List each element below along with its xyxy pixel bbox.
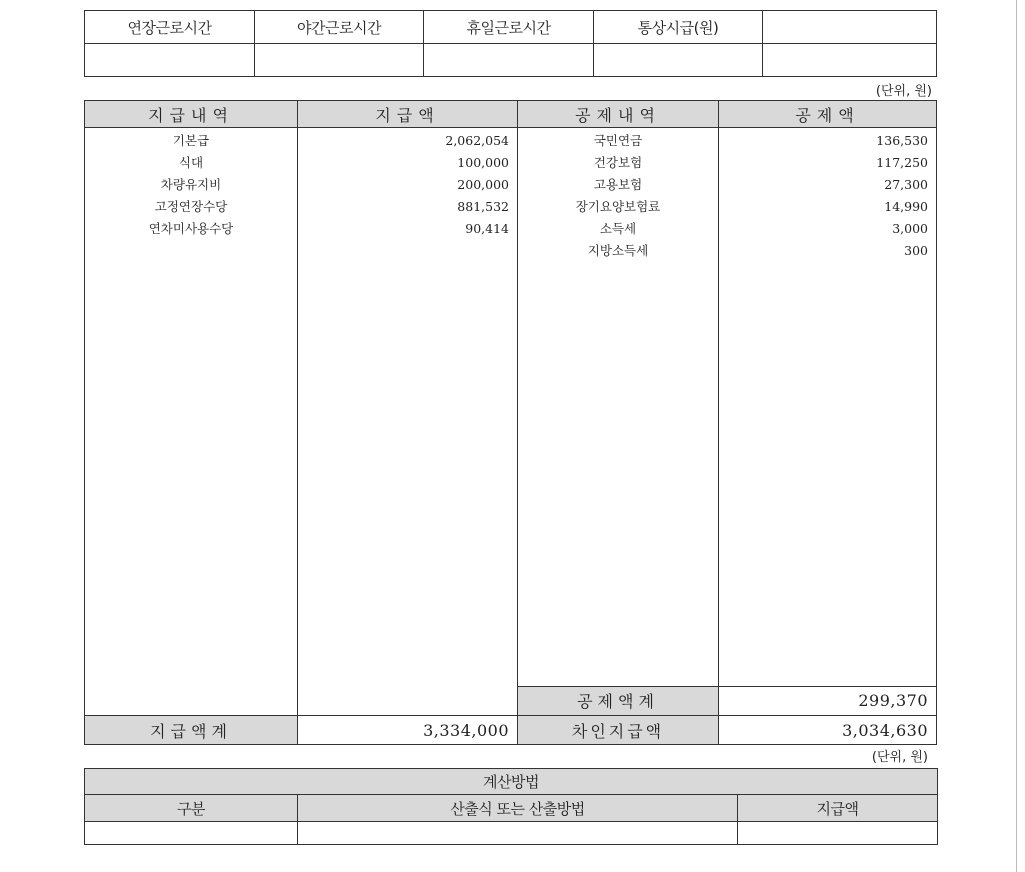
deduction-item-name: 건강보험 — [593, 155, 643, 170]
deduction-total-value: 299,370 — [719, 686, 937, 715]
deduction-item-name: 장기요양보험료 — [575, 199, 661, 214]
overtime-hours-header: 연장근로시간 — [85, 11, 255, 44]
formula-cell — [298, 822, 738, 845]
deduction-amount-column — [719, 128, 937, 687]
pay-item-amount: 881,532 — [457, 199, 509, 214]
method-empty-row — [85, 822, 938, 845]
deduction-item-amount: 117,250 — [876, 155, 928, 170]
formula-header: 산출식 또는 산출방법 — [298, 795, 738, 822]
pay-item-name: 고정연장수당 — [154, 199, 228, 214]
deduction-amount-header: 공제액 — [719, 101, 937, 128]
pay-total-row — [85, 716, 937, 745]
unit-label-bottom: (단위, 원) — [871, 750, 928, 765]
category-header: 구분 — [85, 795, 298, 822]
deduction-item-name: 국민연금 — [593, 133, 643, 148]
pay-amount-header: 지급액 — [298, 101, 518, 128]
hourly-wage-value — [594, 44, 763, 77]
deduction-total-label: 공제액계 — [518, 686, 719, 715]
pay-item-name: 식대 — [178, 155, 204, 170]
work-hours-value-row — [85, 44, 937, 77]
net-pay-value: 3,034,630 — [719, 716, 937, 745]
deduction-items-header: 공제내역 — [518, 101, 719, 128]
pay-item-amount: 90,414 — [465, 221, 509, 236]
blank-value — [763, 44, 937, 77]
deduction-item-amount: 136,530 — [876, 133, 928, 148]
pay-statement-table — [84, 100, 937, 745]
deduction-item-name: 고용보험 — [593, 177, 643, 192]
pay-item-name: 기본급 — [172, 133, 210, 148]
holiday-hours-value — [424, 44, 594, 77]
pay-item-amount: 100,000 — [457, 155, 509, 170]
deduction-item-name: 소득세 — [599, 221, 637, 236]
work-hours-table — [84, 10, 937, 77]
hourly-wage-header: 통상시급(원) — [594, 11, 763, 44]
pay-total-label: 지급액계 — [85, 716, 298, 745]
night-hours-value — [255, 44, 424, 77]
deduction-item-amount: 27,300 — [884, 177, 928, 192]
deduction-item-name: 지방소득세 — [587, 243, 649, 258]
deduction-items-column — [518, 128, 719, 687]
deduction-item-amount: 14,990 — [884, 199, 928, 214]
method-amount-cell — [738, 822, 938, 845]
holiday-hours-header: 휴일근로시간 — [424, 11, 594, 44]
pay-items-header: 지급내역 — [85, 101, 298, 128]
night-hours-header: 야간근로시간 — [255, 11, 424, 44]
pay-header-row — [85, 101, 937, 128]
deduction-item-amount: 300 — [904, 243, 928, 258]
pay-amount-column — [298, 128, 518, 716]
pay-item-name: 차량유지비 — [160, 177, 222, 192]
method-amount-header: 지급액 — [738, 795, 938, 822]
blank-header — [763, 11, 937, 44]
pay-item-name: 연차미사용수당 — [148, 221, 234, 236]
pay-item-amount: 200,000 — [457, 177, 509, 192]
method-title-row — [85, 769, 938, 795]
calculation-method-table — [84, 768, 938, 845]
method-title: 계산방법 — [85, 769, 938, 795]
method-header-row — [85, 795, 938, 822]
pay-total-value: 3,334,000 — [298, 716, 518, 745]
overtime-hours-value — [85, 44, 255, 77]
pay-body-row — [85, 128, 937, 687]
page-edge-line — [1016, 0, 1017, 872]
deduction-item-amount: 3,000 — [892, 221, 928, 236]
work-hours-header-row — [85, 11, 937, 44]
unit-label-top: (단위, 원) — [875, 84, 932, 99]
pay-items-column — [85, 128, 298, 716]
pay-item-amount: 2,062,054 — [445, 133, 509, 148]
net-pay-label: 차인지급액 — [518, 716, 719, 745]
category-cell — [85, 822, 298, 845]
